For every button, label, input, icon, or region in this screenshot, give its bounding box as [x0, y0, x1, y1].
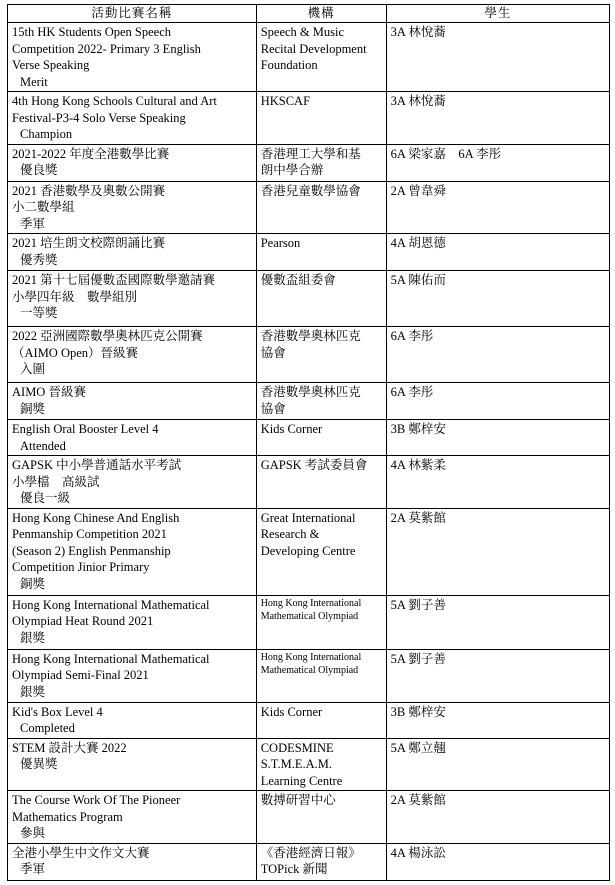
activity-name-line: 小學四年級 數學組別: [12, 289, 138, 304]
organization-cell: [256, 508, 386, 595]
student-cell: 5A 陳佑而: [386, 271, 609, 327]
student-cell: 3A 林悅蕎: [386, 92, 609, 145]
activity-name-line: Olympiad Semi-Final 2021: [12, 668, 149, 682]
organization-line: Kids Corner: [260, 422, 323, 436]
activity-name-line: Competition 2022- Primary 3 English: [12, 41, 201, 56]
activity-name-line: 全港小學生中文作文大賽: [12, 845, 150, 860]
table-row: [8, 738, 610, 791]
organization-line: Mathematical Olympiad: [260, 664, 359, 676]
activity-cell: [8, 181, 257, 234]
activity-cell: [8, 791, 257, 844]
awards-table-container: [7, 4, 610, 881]
organization-cell: [256, 456, 386, 509]
activity-cell: [8, 234, 257, 271]
organization-line: Hong Kong International: [260, 651, 362, 663]
student-cell: 5A 鄭立翹: [386, 738, 609, 791]
student-cell: 6A 梁家嘉 6A 李彤: [386, 144, 609, 181]
award-text: 入圍: [20, 362, 46, 376]
organization-line: 協會: [260, 345, 286, 360]
table-row: [8, 92, 610, 145]
table-row: [8, 327, 610, 383]
organization-cell: [256, 144, 386, 181]
activity-cell: [8, 420, 257, 456]
activity-name-line: Hong Kong International Mathematical: [12, 597, 210, 612]
table-row: [8, 508, 610, 595]
activity-name-line: 4th Hong Kong Schools Cultural and Art: [12, 94, 217, 108]
activity-name-line: Hong Kong International Mathematical: [12, 651, 210, 666]
organization-line: Recital Development: [260, 41, 367, 56]
organization-cell: [256, 702, 386, 738]
organization-line: 香港理工大學和基: [260, 146, 361, 161]
table-row: [8, 234, 610, 271]
activity-name-line: Hong Kong Chinese And English: [12, 510, 180, 525]
activity-name-line: Festival-P3-4 Solo Verse Speaking: [12, 110, 186, 125]
activity-name-line: （AIMO Open）晉級賽: [12, 345, 139, 360]
table-row: [8, 383, 610, 420]
table-header-row: [8, 5, 610, 23]
organization-line: Pearson: [260, 236, 301, 250]
organization-cell: [256, 649, 386, 702]
student-cell: 2A 莫紫館: [386, 791, 609, 844]
student-cell: 4A 胡恩德: [386, 234, 609, 271]
table-row: [8, 595, 610, 649]
activity-cell: [8, 327, 257, 383]
table-row: [8, 456, 610, 509]
organization-line: 數搏研習中心: [260, 793, 336, 807]
activity-cell: [8, 456, 257, 509]
organization-cell: [256, 271, 386, 327]
award-text: 銅獎: [20, 401, 46, 416]
activity-name-line: 小二數學組: [12, 200, 75, 214]
activity-name-line: 2021 香港數學及奧數公開賽: [12, 183, 166, 198]
organization-cell: [256, 420, 386, 456]
organization-cell: [256, 383, 386, 420]
activity-name-line: Competition Jinior Primary: [12, 560, 150, 574]
organization-line: HKSCAF: [260, 94, 311, 108]
award-text: 季軍: [20, 862, 46, 876]
student-cell: 4A 楊泳訟: [386, 843, 609, 880]
student-cell: 4A 林紫柔: [386, 456, 609, 509]
table-row: [8, 271, 610, 327]
table-row: [8, 181, 610, 234]
student-cell: 6A 李彤: [386, 327, 609, 383]
organization-line: 協會: [260, 401, 286, 416]
organization-line: 《香港經濟日報》: [260, 845, 361, 860]
organization-line: S.T.M.E.A.M.: [260, 757, 333, 771]
organization-line: Kids Corner: [260, 704, 323, 719]
organization-line: CODESMINE: [260, 740, 334, 755]
organization-line: 香港數學奧林匹克: [260, 329, 361, 343]
student-cell: 3A 林悅蕎: [386, 23, 609, 92]
organization-line: Developing Centre: [260, 543, 356, 558]
activity-name-line: STEM 設計大賽 2022: [12, 740, 127, 755]
award-text: 季軍: [20, 216, 46, 231]
activity-cell: [8, 23, 257, 92]
activity-name-line: The Course Work Of The Pioneer: [12, 793, 181, 807]
activity-cell: [8, 649, 257, 702]
activity-name-line: 2021 第十七屆優數盃國際數學邀請賽: [12, 273, 216, 287]
table-row: [8, 702, 610, 738]
header-activity: 活動比賽名稱: [8, 5, 257, 23]
activity-cell: [8, 738, 257, 791]
activity-cell: [8, 702, 257, 738]
activity-name-line: Kid's Box Level 4: [12, 704, 103, 719]
award-text: 參與: [20, 826, 46, 840]
award-text: 優良一級: [20, 491, 71, 505]
activity-name-line: Olympiad Heat Round 2021: [12, 614, 154, 628]
organization-line: TOPick 新聞: [260, 862, 328, 876]
organization-cell: [256, 595, 386, 649]
organization-cell: [256, 791, 386, 844]
organization-cell: [256, 92, 386, 145]
header-organization: 機構: [256, 5, 386, 23]
award-text: Completed: [20, 721, 75, 735]
activity-name-line: 15th HK Students Open Speech: [12, 25, 172, 39]
header-student: 學生: [386, 5, 609, 23]
table-row: [8, 420, 610, 456]
activity-cell: [8, 92, 257, 145]
organization-line: Hong Kong International: [260, 597, 362, 609]
table-row: [8, 791, 610, 844]
award-text: 優異獎: [20, 757, 58, 771]
activity-name-line: 小學檔 高級試: [12, 474, 100, 489]
organization-line: Research &: [260, 527, 320, 541]
awards-table: [7, 4, 610, 881]
activity-name-line: 2021 培生朗文校際朗誦比賽: [12, 236, 166, 250]
activity-name-line: AIMO 晉級賽: [12, 385, 86, 399]
table-row: [8, 649, 610, 702]
organization-cell: [256, 843, 386, 880]
student-cell: 5A 劉子善: [386, 595, 609, 649]
activity-name-line: 2021-2022 年度全港數學比賽: [12, 146, 170, 161]
organization-line: Mathematical Olympiad: [260, 610, 359, 622]
organization-cell: [256, 327, 386, 383]
activity-name-line: 2022 亞洲國際數學奧林匹克公開賽: [12, 329, 203, 343]
student-cell: 6A 李彤: [386, 383, 609, 420]
activity-name-line: English Oral Booster Level 4: [12, 422, 159, 436]
table-row: [8, 843, 610, 880]
student-cell: 2A 莫紫館: [386, 508, 609, 595]
award-text: Champion: [20, 127, 73, 141]
organization-cell: [256, 738, 386, 791]
activity-cell: [8, 843, 257, 880]
activity-cell: [8, 383, 257, 420]
activity-name-line: (Season 2) English Penmanship: [12, 543, 171, 558]
organization-line: Learning Centre: [260, 773, 343, 788]
organization-line: GAPSK 考試委員會: [260, 458, 368, 472]
organization-cell: [256, 181, 386, 234]
activity-cell: [8, 595, 257, 649]
award-text: 優秀獎: [20, 252, 58, 267]
student-cell: 5A 劉子善: [386, 649, 609, 702]
organization-line: 香港兒童數學協會: [260, 183, 361, 198]
activity-name-line: GAPSK 中小學普通話水平考試: [12, 458, 182, 472]
student-cell: 3B 鄭梓安: [386, 420, 609, 456]
student-cell: 3B 鄭梓安: [386, 702, 609, 738]
activity-cell: [8, 271, 257, 327]
organization-line: 香港數學奧林匹克: [260, 385, 361, 399]
award-text: 銀獎: [20, 684, 46, 699]
organization-cell: [256, 234, 386, 271]
student-cell: 2A 曾韋舜: [386, 181, 609, 234]
table-body: [8, 23, 610, 881]
organization-cell: [256, 23, 386, 92]
organization-line: Speech & Music: [260, 25, 345, 39]
award-text: Attended: [20, 438, 66, 453]
table-row: [8, 23, 610, 92]
activity-cell: [8, 144, 257, 181]
activity-name-line: Penmanship Competition 2021: [12, 527, 167, 541]
award-text: 銅獎: [20, 576, 46, 591]
award-text: 銀獎: [20, 630, 46, 645]
activity-name-line: Mathematics Program: [12, 809, 123, 824]
award-text: Merit: [20, 74, 48, 89]
organization-line: 朗中學合辦: [260, 163, 324, 177]
organization-line: Foundation: [260, 58, 318, 72]
activity-name-line: Verse Speaking: [12, 58, 90, 72]
activity-cell: [8, 508, 257, 595]
organization-line: 優數盃組委會: [260, 273, 336, 287]
table-row: [8, 144, 610, 181]
award-text: 一等獎: [20, 306, 58, 320]
organization-line: Great International: [260, 510, 356, 525]
award-text: 優良獎: [20, 163, 58, 177]
